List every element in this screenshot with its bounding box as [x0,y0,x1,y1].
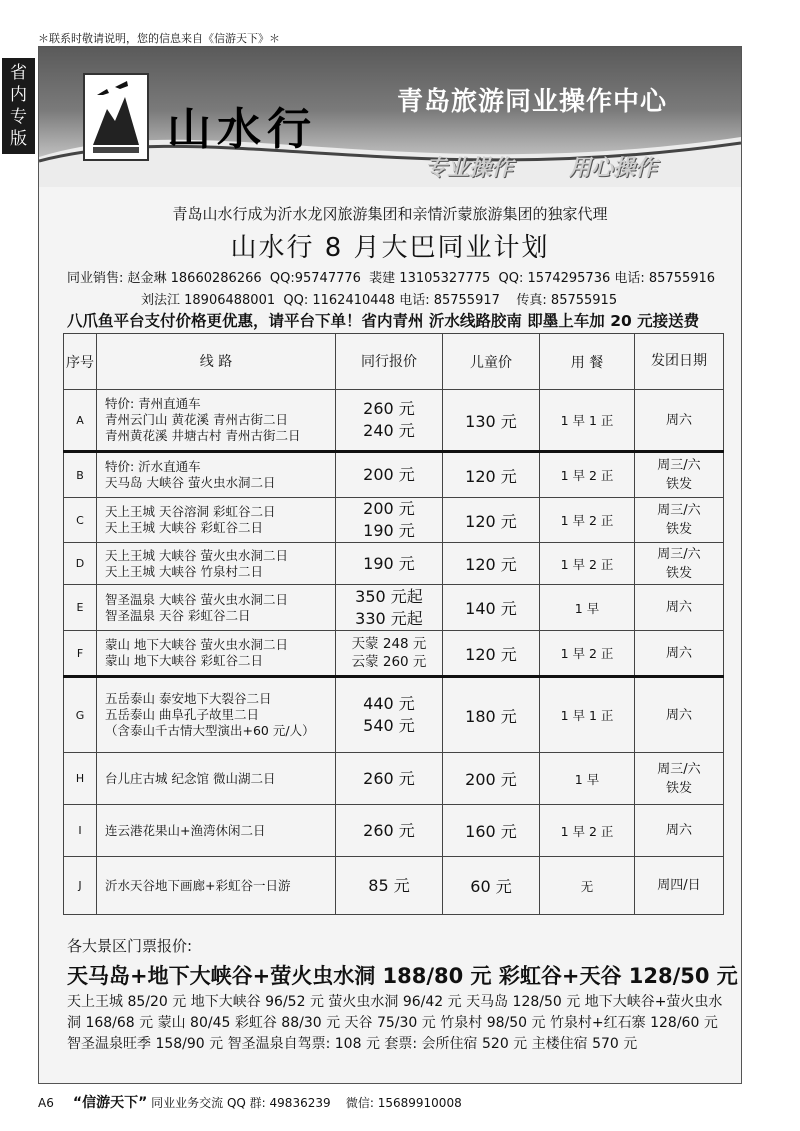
row-no: H [64,753,97,805]
table-row [64,498,724,543]
departure-cell [635,452,724,498]
route-line: 天上王城 天谷溶洞 彩虹谷二日 [105,504,276,519]
sales-contact-line-1: 同业销售: 赵金琳 18660286266 QQ:95747776 裴建 13105327775 QQ: 1574295736 电话: 85755916 [67,271,716,286]
row-no: D [64,543,97,585]
table-row [64,677,724,753]
price-line: 85 元 [368,875,410,895]
footer-contact: 同业业务交流 QQ 群: 49836239 微信: 15689910008 [151,1096,462,1110]
route-line: 台儿庄古城 纪念馆 微山湖二日 [105,770,276,786]
departure-line: 周六 [665,412,692,428]
price-line: 330 元起 [355,608,423,628]
booking-notice: 八爪鱼平台支付价格更优惠，请平台下单！省内青州 沂水线路胶南 即墨上车加 20 元接送费 [67,312,700,330]
route-cell [97,857,336,915]
row-no: B [64,452,97,498]
price-line: 190 元 [363,521,415,540]
row-no: E [64,585,97,631]
footer-brand: “信游天下” [72,1095,148,1111]
departure-line: 周六 [665,707,692,723]
route-table [63,333,724,915]
route-cell [97,390,336,452]
row-no: I [64,805,97,857]
child-price-cell: 130 元 [443,390,540,452]
departure-line: 铁发 [665,522,692,537]
departure-cell [635,543,724,585]
route-line: 天上王城 大峡谷 萤火虫水洞二日 [105,547,288,563]
departure-cell [635,677,724,753]
route-line: 智圣温泉 大峡谷 萤火虫水洞二日 [105,591,288,607]
child-price-cell: 120 元 [443,631,540,677]
price-cell [336,677,443,753]
meal-cell: 1 早 2 正 [540,543,635,585]
route-cell [97,631,336,677]
price-cell [336,857,443,915]
meal-cell: 1 早 2 正 [540,452,635,498]
meal-cell: 无 [540,857,635,915]
route-line: 沂水天谷地下画廊+彩虹谷一日游 [105,877,291,893]
route-line: 青州云门山 黄花溪 青州古街二日 [105,412,288,427]
price-cell [336,543,443,585]
route-line: 连云港花果山+渔湾休闲二日 [105,822,266,838]
top-note: ＊联系时敬请说明，您的信息来自《信游天下》＊ [38,32,280,45]
table-row [64,805,724,857]
departure-cell [635,390,724,452]
departure-cell [635,585,724,631]
slogan-professional: 专业操作 [425,156,514,181]
agency-statement: 青岛山水行成为沂水龙冈旅游集团和亲情沂蒙旅游集团的独家代理 [172,205,608,223]
price-cell [336,753,443,805]
route-cell [97,452,336,498]
child-price-cell: 140 元 [443,585,540,631]
price-line: 云蒙 260 元 [351,654,427,670]
center-name: 青岛旅游同业操作中心 [397,87,668,117]
departure-line: 铁发 [665,477,692,492]
price-line: 260 元 [363,820,415,840]
departure-line: 周三/六 [657,761,701,777]
departure-line: 周三/六 [657,503,701,518]
brand-name: 山水行 [167,104,317,155]
row-no: J [64,857,97,915]
departure-line: 铁发 [665,780,692,796]
child-price-cell: 60 元 [443,857,540,915]
departure-line: 周四/日 [657,878,701,893]
departure-cell [635,631,724,677]
header-no: 序号 [64,334,97,390]
header-price: 同行报价 [336,334,443,390]
route-line: 青州黄花溪 井塘古村 青州古街二日 [105,428,301,443]
table-row [64,753,724,805]
route-cell [97,805,336,857]
route-cell [97,543,336,585]
price-cell [336,805,443,857]
child-price-cell: 120 元 [443,452,540,498]
route-line: 特价: 青州直通车 [105,396,201,411]
header-banner [39,47,741,187]
departure-line: 铁发 [665,565,692,581]
departure-line: 周三/六 [657,546,701,562]
price-cell [336,585,443,631]
route-cell [97,585,336,631]
mountain-logo-icon [83,73,149,161]
route-line: 特价: 沂水直通车 [105,459,201,474]
row-no: A [64,390,97,452]
price-line: 260 元 [363,399,415,418]
child-price-cell: 200 元 [443,753,540,805]
departure-cell [635,805,724,857]
header-departure: 发团日期 [635,334,724,390]
route-line: （含泰山千古情大型演出+60 元/人） [105,723,315,738]
price-line: 天蒙 248 元 [351,636,427,652]
row-no: G [64,677,97,753]
price-line: 240 元 [363,421,415,440]
page-footer [38,1092,462,1112]
departure-cell [635,498,724,543]
meal-cell: 1 早 2 正 [540,498,635,543]
route-line: 智圣温泉 天谷 彩虹谷二日 [105,607,251,623]
price-cell [336,390,443,452]
meal-cell: 1 早 [540,753,635,805]
child-price-cell: 120 元 [443,498,540,543]
price-cell [336,498,443,543]
departure-line: 周六 [665,823,692,838]
row-no: C [64,498,97,543]
route-line: 蒙山 地下大峡谷 萤火虫水洞二日 [105,637,288,652]
ticket-prices [67,935,738,1055]
plan-title: 山水行 8 月大巴同业计划 [230,233,550,263]
route-line: 蒙山 地下大峡谷 彩虹谷二日 [105,653,263,668]
price-line: 440 元 [363,694,415,713]
route-line: 五岳泰山 曲阜孔子故里二日 [105,707,259,722]
route-cell [97,498,336,543]
sales-contact-line-2: 刘法江 18906488001 QQ: 1162410448 电话: 85755917 传真: 85755915 [141,293,618,308]
price-line: 200 元 [363,465,415,484]
departure-cell [635,753,724,805]
departure-line: 周三/六 [657,458,701,473]
child-price-cell: 120 元 [443,543,540,585]
table-row [64,631,724,677]
row-no: F [64,631,97,677]
table-row [64,857,724,915]
price-cell [336,452,443,498]
meal-cell: 1 早 2 正 [540,805,635,857]
slogan-attentive: 用心操作 [569,156,658,181]
ticket-highlight: 天马岛+地下大峡谷+萤火虫水洞 188/80 元 彩虹谷+天谷 128/50 元 [67,964,738,988]
route-cell [97,753,336,805]
meal-cell: 1 早 1 正 [540,390,635,452]
price-cell [336,631,443,677]
table-row [64,452,724,498]
meal-cell: 1 早 [540,585,635,631]
route-cell [97,677,336,753]
header-route: 线 路 [97,334,336,390]
header-child-price: 儿童价 [443,334,540,390]
price-line: 190 元 [363,553,415,573]
child-price-cell: 180 元 [443,677,540,753]
ticket-label: 各大景区门票报价: [67,937,193,955]
page-body [38,46,742,1084]
section-tab: 省 内 专 版 [2,58,35,154]
route-line: 天上王城 大峡谷 竹泉村二日 [105,563,263,579]
meal-cell: 1 早 2 正 [540,631,635,677]
route-line: 天马岛 大峡谷 萤火虫水洞二日 [105,475,276,490]
table-row [64,585,724,631]
departure-line: 周六 [665,645,692,661]
ticket-list: 天上王城 85/20 元 地下大峡谷 96/52 元 萤火虫水洞 96/42 元 天马岛 128/50 元 地下大峡谷+萤火虫水洞 168/68 元 蒙山 80/45 彩虹谷 88/30 元 天谷 75/30 元 竹泉村 98/50 元 竹泉村+红石寨 128/60 元 智圣温泉旺季 158/90 元 智圣温泉自驾票: 108 元 套票: 会所住宿 520 元 主楼住宿 570 元 [67,994,723,1052]
route-line: 天上王城 大峡谷 彩虹谷二日 [105,520,263,535]
table-row [64,543,724,585]
price-line: 260 元 [363,768,415,788]
page-number: A6 [38,1096,54,1110]
price-line: 200 元 [363,499,415,518]
meal-cell: 1 早 1 正 [540,677,635,753]
price-line: 540 元 [363,716,415,735]
table-header-row [64,334,724,390]
price-line: 350 元起 [355,586,423,606]
departure-line: 周六 [665,600,692,615]
table-row [64,390,724,452]
route-line: 五岳泰山 泰安地下大裂谷二日 [105,691,272,706]
header-meal: 用 餐 [540,334,635,390]
child-price-cell: 160 元 [443,805,540,857]
departure-cell [635,857,724,915]
